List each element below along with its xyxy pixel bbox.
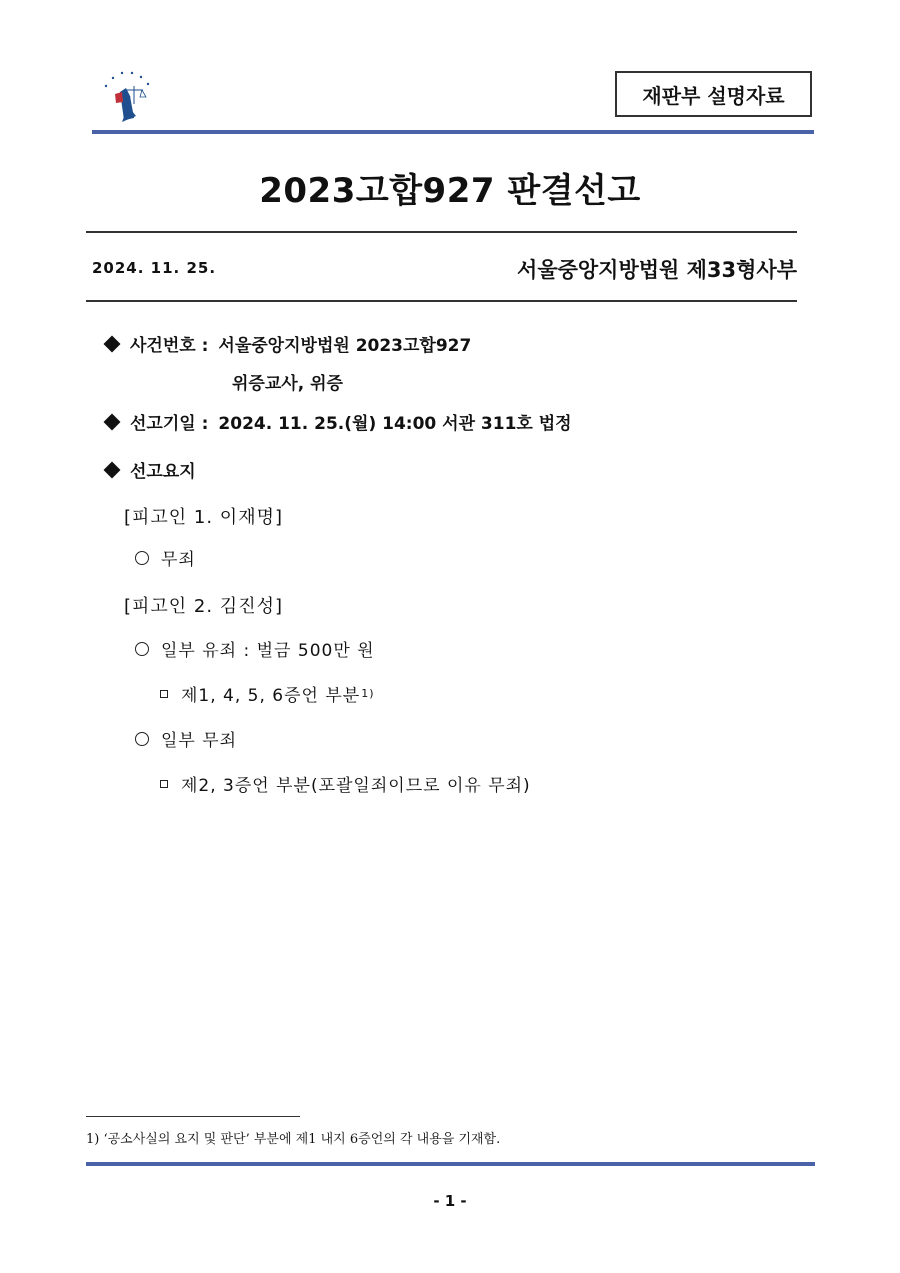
circle-bullet-icon: [135, 732, 149, 746]
diamond-bullet-icon: [104, 413, 121, 430]
square-bullet-icon: [160, 780, 168, 788]
case-charges: 위증교사, 위증: [232, 374, 343, 394]
case-number-label: 사건번호 :: [130, 336, 209, 356]
verdict-sub-item: [160, 681, 375, 706]
footer-divider: [86, 1162, 815, 1166]
verdict-item: [135, 636, 375, 661]
case-number-value: 서울중앙지방법원 2023고합927: [218, 336, 472, 356]
defendant-heading: [피고인 2. 김진성]: [124, 596, 283, 617]
summary-heading-row: [100, 457, 196, 482]
verdict-item: [135, 545, 196, 570]
diamond-bullet-icon: [104, 335, 121, 352]
case-number-row: [100, 331, 471, 356]
sentencing-date-row: [100, 409, 572, 434]
footnote-divider: [86, 1116, 300, 1117]
circle-bullet-icon: [135, 551, 149, 565]
title-divider-top: [86, 231, 797, 233]
release-date: 2024. 11. 25.: [92, 259, 217, 277]
verdict-sub-text: 제2, 3증언 부분(포괄일죄이므로 이유 무죄): [181, 776, 531, 796]
footnote-text: 1) ‘공소사실의 요지 및 판단’ 부분에 제1 내지 6증언의 각 내용을 기재함.: [86, 1132, 501, 1147]
square-bullet-icon: [160, 690, 168, 698]
summary-label: 선고요지: [130, 462, 196, 482]
verdict-text: 일부 무죄: [161, 731, 238, 751]
court-division: 서울중앙지방법원 제33형사부: [517, 258, 797, 282]
sentencing-date-label: 선고기일 :: [130, 414, 209, 434]
verdict-text: 무죄: [161, 550, 196, 570]
verdict-sub-text: 제1, 4, 5, 6증언 부분: [181, 686, 361, 706]
sentencing-date-value: 2024. 11. 25.(월) 14:00 서관 311호 법정: [218, 414, 572, 434]
footnote-ref: 1): [361, 687, 375, 700]
defendant-heading: [피고인 1. 이재명]: [124, 507, 283, 528]
diamond-bullet-icon: [104, 461, 121, 478]
header-divider: [92, 130, 814, 134]
verdict-item: [135, 726, 237, 751]
verdict-sub-item: [160, 771, 531, 796]
circle-bullet-icon: [135, 642, 149, 656]
verdict-text: 일부 유죄 : 벌금 500만 원: [161, 641, 375, 661]
title-divider-bottom: [86, 300, 797, 302]
court-emblem-icon: [100, 66, 160, 124]
page-title: 2023고합927 판결선고: [259, 171, 641, 211]
page-number: - 1 -: [433, 1192, 467, 1210]
document-type-label: 재판부 설명자료: [615, 71, 812, 117]
